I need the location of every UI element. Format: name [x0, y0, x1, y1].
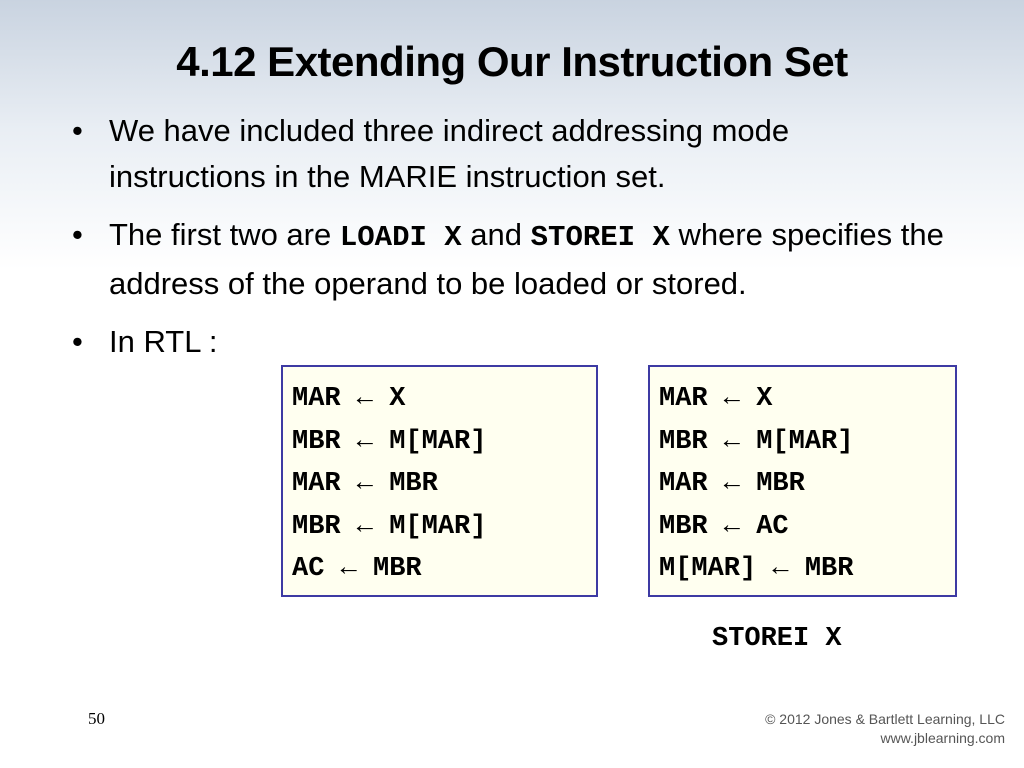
rtl-line: MAR ← MBR: [292, 469, 438, 500]
bullet-marker: •: [72, 217, 83, 252]
rtl-line: M[MAR] ← MBR: [659, 554, 854, 585]
bullet-text: where specifies the address of the operand to be loaded or stored.: [109, 217, 944, 301]
bullet-text: In RTL :: [109, 324, 218, 359]
rtl-line: MAR ← X: [292, 384, 406, 414]
copyright-notice: [765, 710, 1005, 748]
rtl-line: MBR ← M[MAR]: [292, 511, 487, 542]
code-storei: STOREI X: [530, 221, 670, 254]
slide-title: 4.12 Extending Our Instruction Set: [176, 38, 848, 85]
rtl-line: MAR ← X: [659, 384, 773, 414]
bullet-text: We have included three indirect addressing mode instructions in the MARIE instruction set.: [109, 113, 790, 194]
bullet-marker: •: [72, 324, 83, 359]
bullet-item: [66, 212, 946, 307]
bullet-item: [66, 108, 946, 200]
code-loadi: LOADI X: [339, 221, 462, 254]
bullet-marker: •: [72, 113, 83, 148]
bullet-text: and: [461, 217, 531, 252]
rtl-line: MAR ← MBR: [659, 469, 805, 500]
storei-rtl-box: [648, 365, 957, 597]
website-line: www.jblearning.com: [880, 730, 1005, 746]
bullet-item: [66, 319, 946, 365]
page-number: 50: [88, 709, 105, 728]
rtl-line: AC ← MBR: [292, 554, 422, 585]
copyright-line: © 2012 Jones & Bartlett Learning, LLC: [765, 711, 1005, 727]
rtl-line: MBR ← M[MAR]: [292, 426, 487, 457]
storei-caption: STOREI X: [712, 624, 842, 654]
bullet-list: [66, 108, 946, 377]
loadi-rtl-box: [281, 365, 598, 597]
rtl-line: MBR ← M[MAR]: [659, 426, 854, 457]
bullet-text: The first two are: [109, 217, 340, 252]
rtl-line: MBR ← AC: [659, 511, 789, 542]
